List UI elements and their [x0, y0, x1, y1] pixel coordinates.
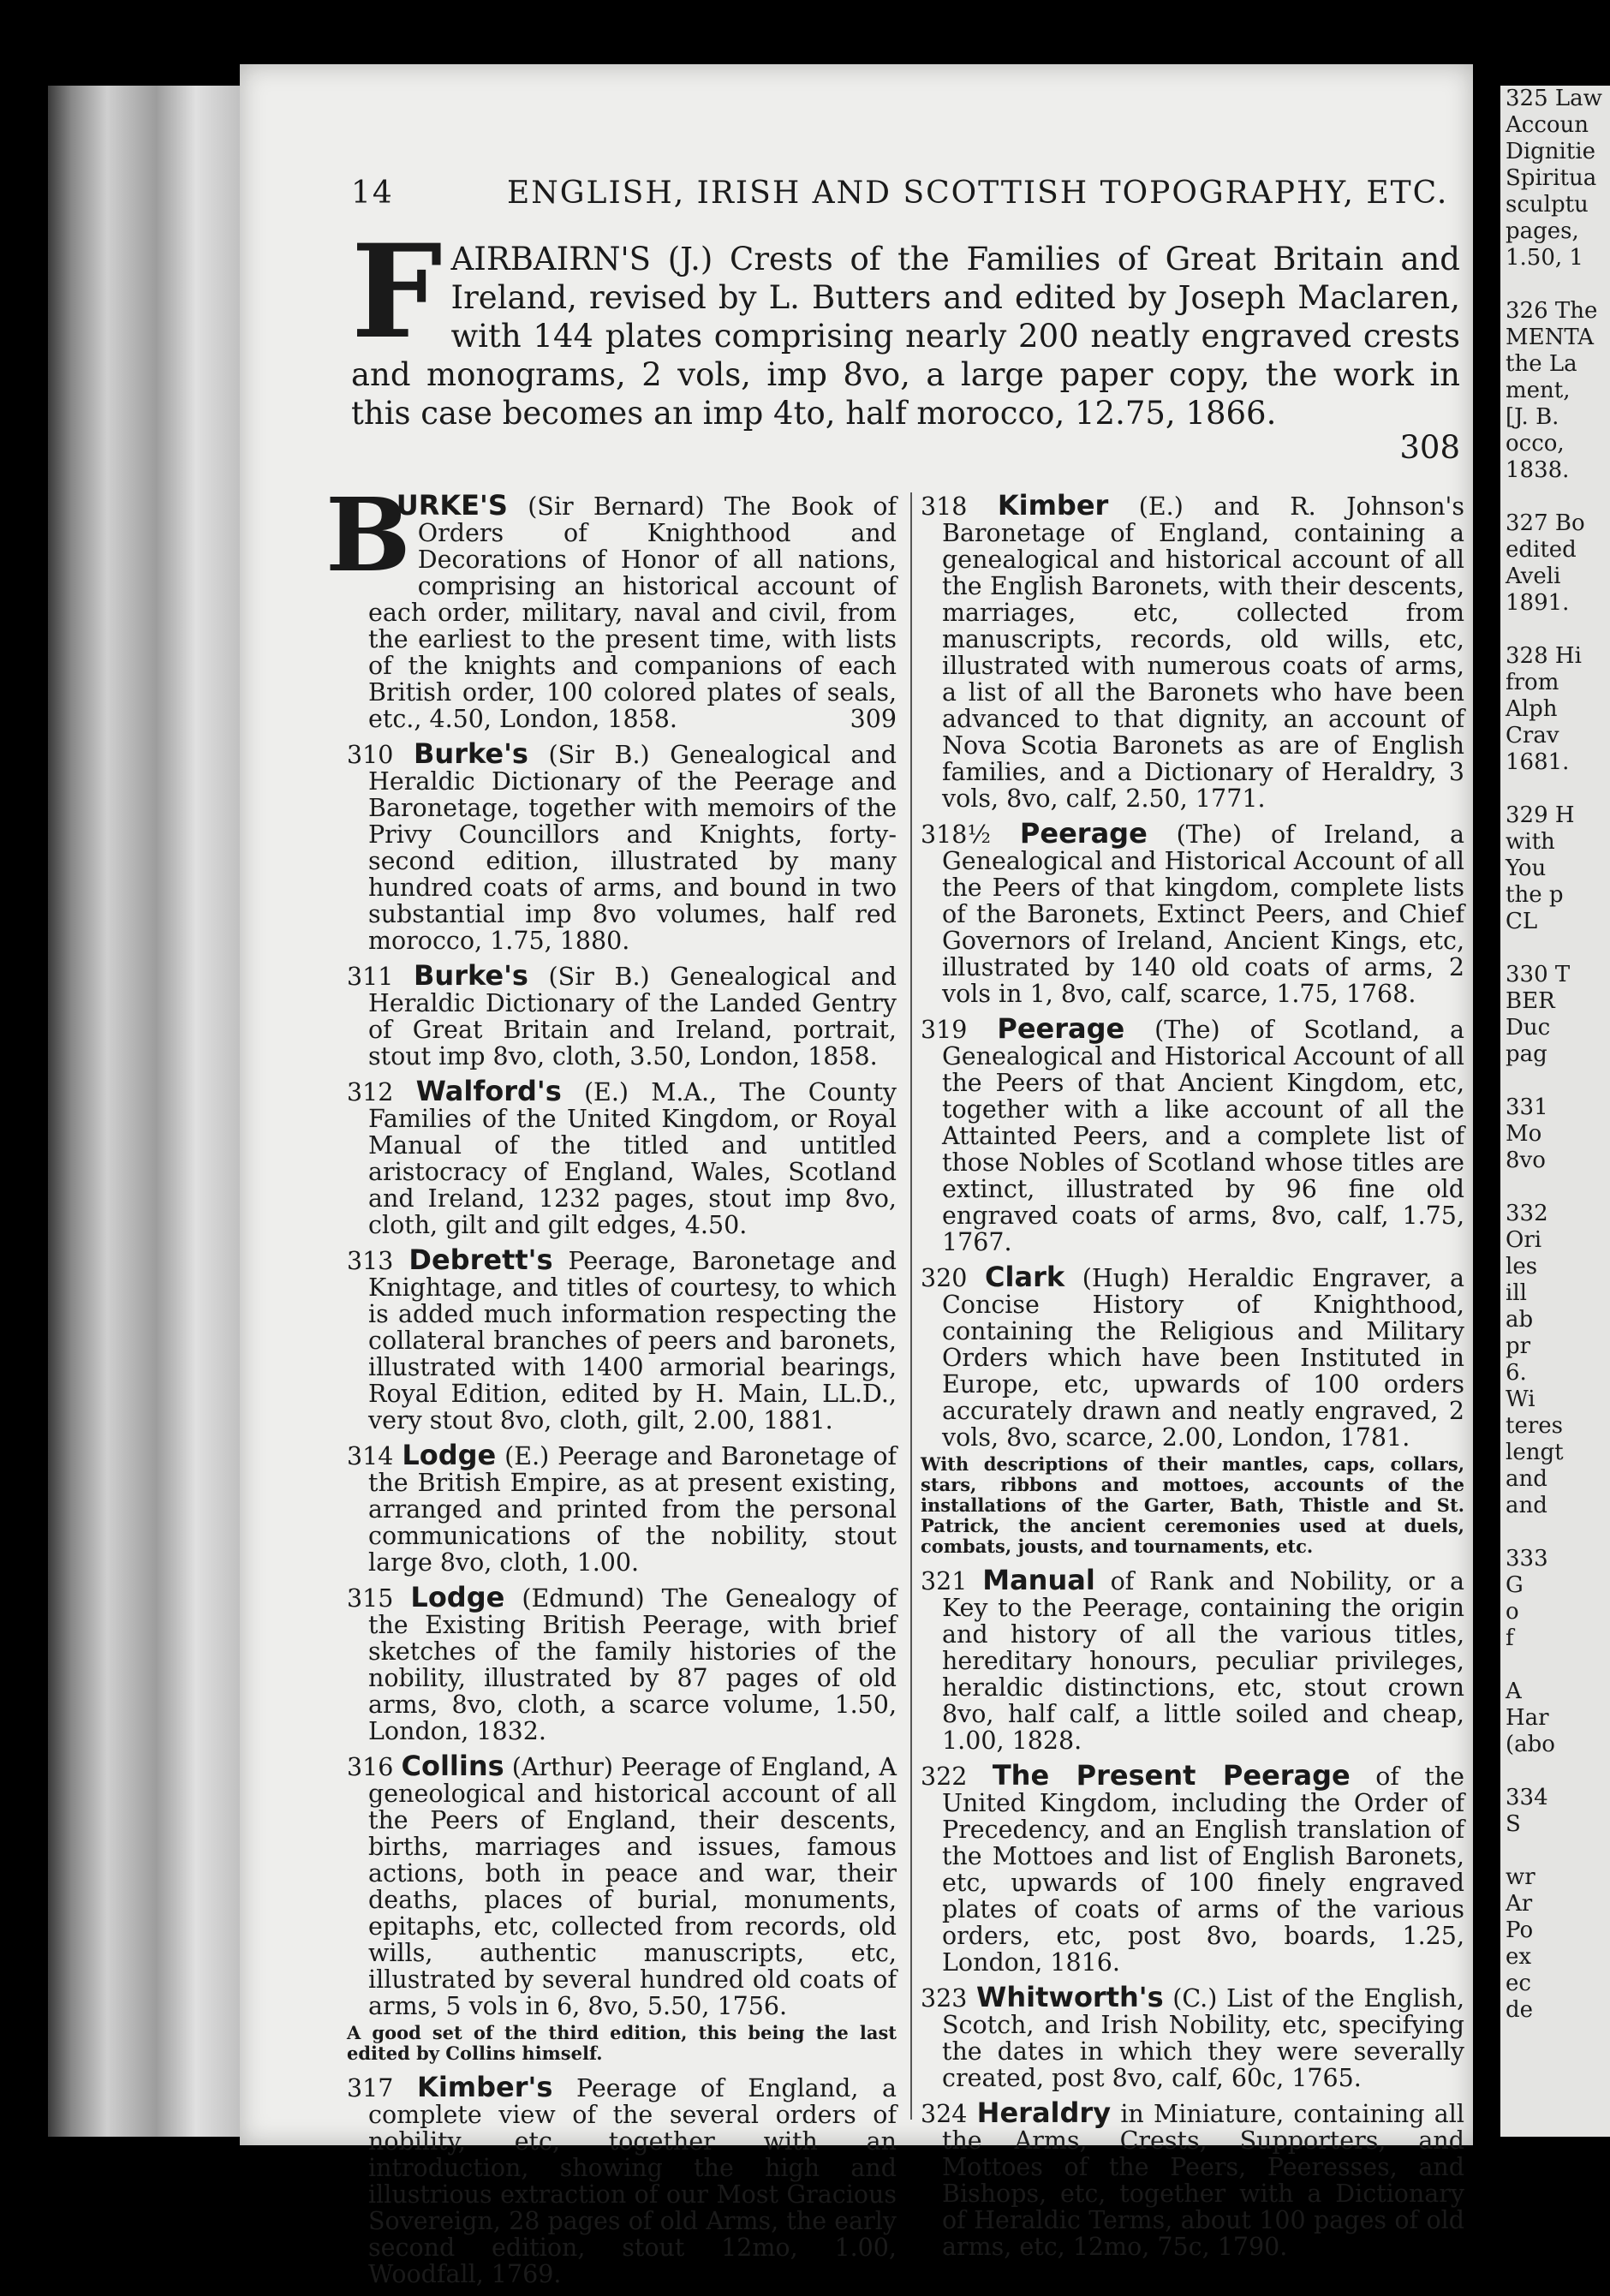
entry-number: 320	[921, 1264, 968, 1292]
book-page-edges	[48, 86, 245, 2137]
entry-text: Peerage, Baronetage and Knightage, and titles of courtesy, to which is added much information respecting the collateral branches of peers and baronets, illustrated with 1400 armorial bearings, Royal Edition, edited by H. Main, LL.D., very stout 8vo, cloth, gilt, 2.00, 1881.	[368, 1247, 897, 1434]
adjacent-page-text: G	[1506, 1572, 1524, 1598]
entry-keyword: Kimber's	[417, 2071, 553, 2103]
adjacent-page-text	[1500, 1652, 1610, 1679]
adjacent-page-text: edited	[1506, 537, 1577, 563]
entry-number: 313	[347, 1247, 394, 1275]
entry-keyword: Kimber	[997, 489, 1109, 522]
catalog-entry	[347, 2071, 897, 2288]
adjacent-page-text: sculptu	[1506, 192, 1589, 218]
entry-keyword: Collins	[401, 1750, 504, 1782]
right-column	[921, 489, 1465, 2269]
entry-keyword: Manual	[982, 1564, 1095, 1596]
adjacent-page-text	[1500, 617, 1610, 643]
entry-number: 314	[347, 1442, 394, 1470]
catalog-entry	[921, 1759, 1464, 1977]
page-number: 14	[351, 176, 394, 211]
adjacent-page-text: 325 Law	[1506, 86, 1602, 111]
adjacent-page-text: the p	[1506, 882, 1564, 908]
adjacent-page-text	[1500, 935, 1610, 962]
entry-number: 318	[921, 492, 968, 521]
entry-text: in Miniature, containing all the Arms, Crests, Supporters, and Mottoes of the Peers, Peeresses, and Bishops, etc, together with a Dictionary of Heraldic Terms, about 100 pages of old arms, etc, 12mo, 75c, 1790.	[942, 2100, 1465, 2261]
adjacent-page-text: 328 Hi	[1506, 643, 1582, 669]
entry-keyword: Heraldry	[976, 2096, 1112, 2129]
entry-number: 321	[921, 1567, 968, 1595]
adjacent-page-text: wr	[1506, 1864, 1535, 1890]
adjacent-page-text: Ar	[1506, 1891, 1533, 1917]
adjacent-page-text: 1891.	[1506, 590, 1570, 616]
adjacent-page-text	[1500, 484, 1610, 510]
entry-number: 323	[921, 1984, 968, 2013]
lead-entry-text: AIRBAIRN'S (J.) Crests of the Families of Great Britain and Ireland, revised by L. Butters and edited by Joseph Maclaren, with 144 plates comprising nearly 200 neatly engraved crests and monograms, 2 vols, imp 8vo, a large paper copy, the work in this case becomes an imp 4to, half morocco, 12.75, 1866.	[351, 241, 1460, 432]
catalog-entry	[921, 489, 1465, 813]
entry-text: (Hugh) Heraldic Engraver, a Concise History of Knighthood, containing the Religious and Military Orders which have been Instituted in Europe, etc, upwards of 100 orders accurately drawn and neatly engraved, 2 vols, 8vo, scarce, 2.00, London, 1781.	[942, 1264, 1464, 1452]
entry-keyword: URKE'S	[396, 489, 508, 522]
left-column	[325, 475, 897, 2296]
adjacent-page-text: Spiritua	[1506, 165, 1597, 191]
adjacent-page-text: 333	[1506, 1546, 1548, 1571]
adjacent-page-text	[1500, 1758, 1610, 1785]
adjacent-page-text: S	[1506, 1811, 1521, 1837]
entry-keyword: Whitworth's	[976, 1981, 1164, 2013]
catalog-entry	[347, 959, 897, 1070]
catalog-entry	[921, 817, 1464, 1008]
entry-text: (The) of Ireland, a Genealogical and Historical Account of all the Peers of that kingdom, complete lists of the Baronets, Extinct Peers, and Chief Governors of Ireland, Ancient Kings, etc, illustrated by 140 old coats of arms, 2 vols in 1, 8vo, calf, scarce, 1.75, 1768.	[942, 820, 1464, 1008]
adjacent-page-text: ab	[1506, 1307, 1534, 1333]
catalog-entry	[347, 1075, 897, 1239]
catalog-entry	[921, 1012, 1465, 1256]
entry-number: 322	[921, 1762, 968, 1791]
entry-number: 324	[921, 2100, 968, 2128]
adjacent-page-text: 330 T	[1506, 962, 1571, 987]
catalog-entry	[347, 1750, 897, 2020]
adjacent-page-text: Alph	[1506, 696, 1558, 722]
entry-text: (C.) List of the English, Scotch, and Irish Nobility, etc, specifying the dates in which they were severally created, post 8vo, calf, 60c, 1765.	[942, 1984, 1464, 2092]
entry-text: (Arthur) Peerage of England, A geneological and historical account of all the Peers of England, their descents, births, marriages and issues, famous actions, both in peace and war, their deaths, places of burial, monuments, epitaphs, etc, collected from records, old wills, authentic manuscripts, etc, illustrated by several hundred old coats of arms, 5 vols in 6, 8vo, 5.50, 1756.	[368, 1753, 897, 2020]
adjacent-page-text: ill	[1506, 1280, 1527, 1306]
adjacent-page-text: de	[1506, 1997, 1534, 2023]
adjacent-page-text: from	[1506, 670, 1559, 695]
entry-text: (E.) M.A., The County Families of the United Kingdom, or Royal Manual of the titled and untitled aristocracy of England, Wales, Scotland and Ireland, 1232 pages, stout imp 8vo, cloth, gilt and gilt edges, 4.50.	[368, 1078, 897, 1239]
adjacent-page-text: Po	[1506, 1917, 1534, 1943]
entry-text: (Sir B.) Genealogical and Heraldic Dictionary of the Peerage and Baronetage, together with memoirs of the Privy Councillors and Knights, forty-second edition, illustrated by many hundred coats of arms, and bound in two substantial imp 8vo volumes, half red morocco, 1.75, 1880.	[368, 741, 897, 955]
column-divider	[910, 492, 912, 2120]
adjacent-page-text: pr	[1506, 1333, 1531, 1359]
adjacent-page-text	[1500, 1838, 1610, 1864]
adjacent-page-text: Har	[1506, 1705, 1549, 1731]
entry-text: of Rank and Nobility, or a Key to the Peerage, containing the origin and history of all the various titles, hereditary honours, peculiar privileges, heraldic distinctions, etc, stout crown 8vo, half calf, a little soiled and cheap, 1.00, 1828.	[942, 1567, 1465, 1755]
catalog-entry	[921, 1981, 1464, 2092]
adjacent-page-fragment	[1500, 86, 1610, 2137]
entry-keyword: Lodge	[410, 1581, 505, 1613]
lot-number: 308	[1399, 429, 1460, 466]
ornamental-dropcap: B	[325, 475, 411, 594]
catalog-entry	[325, 475, 897, 733]
entry-text: (Sir Bernard) The Book of Orders of Knighthood and Decorations of Honor of all nations, comprising an historical account of each order, military, naval and civil, from the earliest to the present time, with lists of the knights and companions of each British order, 100 colored plates of seals, etc., 4.50, London, 1858.	[368, 492, 897, 733]
adjacent-page-text: f	[1506, 1625, 1514, 1651]
adjacent-page-text	[1500, 776, 1610, 802]
adjacent-page-text: 1838.	[1506, 457, 1570, 483]
entry-number: 317	[347, 2074, 394, 2102]
adjacent-page-text: A	[1506, 1679, 1522, 1704]
adjacent-page-text: Ori	[1506, 1227, 1542, 1253]
adjacent-page-text: Accoun	[1506, 112, 1589, 138]
adjacent-page-text: Aveli	[1506, 564, 1561, 589]
adjacent-page-text: Wi	[1506, 1387, 1535, 1412]
entry-text: (E.) and R. Johnson's Baronetage of England, containing a genealogical and historical account of all the English Baronets, with their descents, marriages, etc, collected from manuscripts, records, old wills, etc, illustrated with numerous coats of arms, a list of all the Baronets who have been advanced to that dignity, an account of Nova Scotia Baronets as are of English families, and a Dictionary of Heraldry, 3 vols, 8vo, calf, 2.50, 1771.	[942, 492, 1465, 813]
adjacent-page-text	[1500, 1519, 1610, 1546]
lot-number: 309	[850, 705, 897, 733]
entry-keyword: Burke's	[414, 737, 528, 770]
adjacent-page-text: Duc	[1506, 1015, 1551, 1041]
adjacent-page-text: 8vo	[1506, 1148, 1546, 1173]
adjacent-page-text: with	[1506, 829, 1555, 855]
lead-entry	[351, 217, 1460, 466]
adjacent-page-text: 1.50, 1	[1506, 245, 1583, 271]
entry-number: 316	[347, 1753, 394, 1781]
entry-keyword: Walford's	[415, 1075, 562, 1107]
adjacent-page-text	[1500, 1068, 1610, 1094]
entry-number: 318½	[921, 820, 992, 849]
catalog-entry	[347, 737, 897, 955]
entry-keyword: Burke's	[414, 959, 528, 992]
ornamental-dropcap: F	[351, 217, 443, 367]
adjacent-page-text: ment,	[1506, 378, 1571, 403]
entry-number: 312	[347, 1078, 394, 1106]
entry-keyword: Clark	[985, 1261, 1065, 1293]
entry-keyword: Peerage	[1019, 817, 1148, 850]
adjacent-page-text: les	[1506, 1254, 1538, 1279]
catalog-entry	[347, 1243, 897, 1434]
entry-number: 310	[347, 741, 394, 769]
catalog-entry	[347, 1439, 897, 1577]
adjacent-page-text: 331	[1506, 1094, 1548, 1120]
adjacent-page-text: 326 The	[1506, 298, 1598, 324]
adjacent-page-text: (abo	[1506, 1732, 1555, 1757]
adjacent-page-text	[1500, 271, 1610, 298]
adjacent-page-text: 1681.	[1506, 749, 1570, 775]
entry-text: (Edmund) The Genealogy of the Existing British Peerage, with brief sketches of the family histories of the nobility, illustrated by 87 pages of old arms, 8vo, cloth, a scarce volume, 1.50, London, 1832.	[368, 1584, 897, 1745]
catalog-entry	[921, 1261, 1464, 1452]
adjacent-page-text: 329 H	[1506, 802, 1575, 828]
entry-number: 319	[921, 1016, 968, 1044]
entry-keyword: Peerage	[997, 1012, 1125, 1045]
adjacent-page-text: o	[1506, 1599, 1519, 1625]
adjacent-page-text: Dignitie	[1506, 139, 1596, 164]
adjacent-page-text: teres	[1506, 1413, 1563, 1439]
adjacent-page-text: lengt	[1506, 1440, 1564, 1465]
adjacent-page-text: ec	[1506, 1971, 1531, 1996]
adjacent-page-text: ex	[1506, 1944, 1532, 1970]
page-title: ENGLISH, IRISH AND SCOTTISH TOPOGRAPHY, ETC.	[507, 176, 1449, 211]
catalog-entry	[921, 1564, 1465, 1755]
adjacent-page-text	[1500, 1174, 1610, 1201]
entry-text: Peerage of England, a complete view of the several orders of nobility, etc, together with an introduction, showing the high and illustrious extraction of our Most Gracious Sovereign, 28 pages of old Arms, the early second edition, stout 12mo, 1.00, Woodfall, 1769.	[368, 2074, 897, 2288]
adjacent-page-text: the La	[1506, 351, 1577, 377]
adjacent-page-text: 334	[1506, 1785, 1548, 1810]
adjacent-page-text: pag	[1506, 1041, 1547, 1067]
adjacent-page-text: MENTA	[1506, 325, 1595, 350]
catalog-entry	[347, 1581, 897, 1745]
entry-note: A good set of the third edition, this being the last edited by Collins himself.	[347, 2022, 897, 2064]
adjacent-page-text: You	[1506, 856, 1547, 881]
entry-note: With descriptions of their mantles, caps, collars, stars, ribbons and mottoes, accounts of the installations of the Garter, Bath, Thistle and St. Patrick, the ancient ceremonies used at duels, combats, jousts, and tournaments, etc.	[921, 1453, 1464, 1557]
entry-keyword: Lodge	[402, 1439, 497, 1471]
entry-number: 311	[347, 963, 394, 991]
adjacent-page-text: 6.	[1506, 1360, 1527, 1386]
entry-keyword: The Present Peerage	[992, 1759, 1351, 1792]
catalog-entry	[921, 2096, 1465, 2261]
adjacent-page-text: BER	[1506, 988, 1555, 1014]
adjacent-page-text: occo,	[1506, 431, 1565, 456]
entry-text: (E.) Peerage and Baronetage of the British Empire, as at present existing, arranged and printed from the personal communications of the nobility, stout large 8vo, cloth, 1.00.	[368, 1442, 897, 1577]
entry-number: 315	[347, 1584, 394, 1613]
adjacent-page-text: and	[1506, 1466, 1547, 1492]
entry-keyword: Debrett's	[408, 1243, 553, 1276]
entry-text: (Sir B.) Genealogical and Heraldic Dictionary of the Landed Gentry of Great Britain and Ireland, portrait, stout imp 8vo, cloth, 3.50, London, 1858.	[368, 963, 897, 1070]
entry-text: of the United Kingdom, including the Order of Precedency, and an English translation of the Mottoes and list of English Baronets, etc, upwards of 100 finely engraved plates of coats of arms of the various orders, etc, post 8vo, boards, 1.25, London, 1816.	[942, 1762, 1464, 1977]
adjacent-page-text: 327 Bo	[1506, 510, 1585, 536]
adjacent-page-text: and	[1506, 1493, 1547, 1518]
entry-text: (The) of Scotland, a Genealogical and Historical Account of all the Peers of that Ancient Kingdom, etc, together with a like account of all the Attainted Peers, and a complete list of those Nobles of Scotland whose titles are extinct, illustrated by 96 fine old engraved coats of arms, 8vo, calf, 1.75, 1767.	[942, 1016, 1465, 1256]
catalog-page	[240, 64, 1473, 2288]
adjacent-page-text: [J. B.	[1506, 404, 1559, 430]
adjacent-page-text: Crav	[1506, 723, 1559, 748]
adjacent-page-text: 332	[1506, 1201, 1548, 1226]
adjacent-page-text: Mo	[1506, 1121, 1542, 1147]
adjacent-page-text: CL	[1506, 909, 1538, 934]
adjacent-page-text: pages,	[1506, 218, 1579, 244]
